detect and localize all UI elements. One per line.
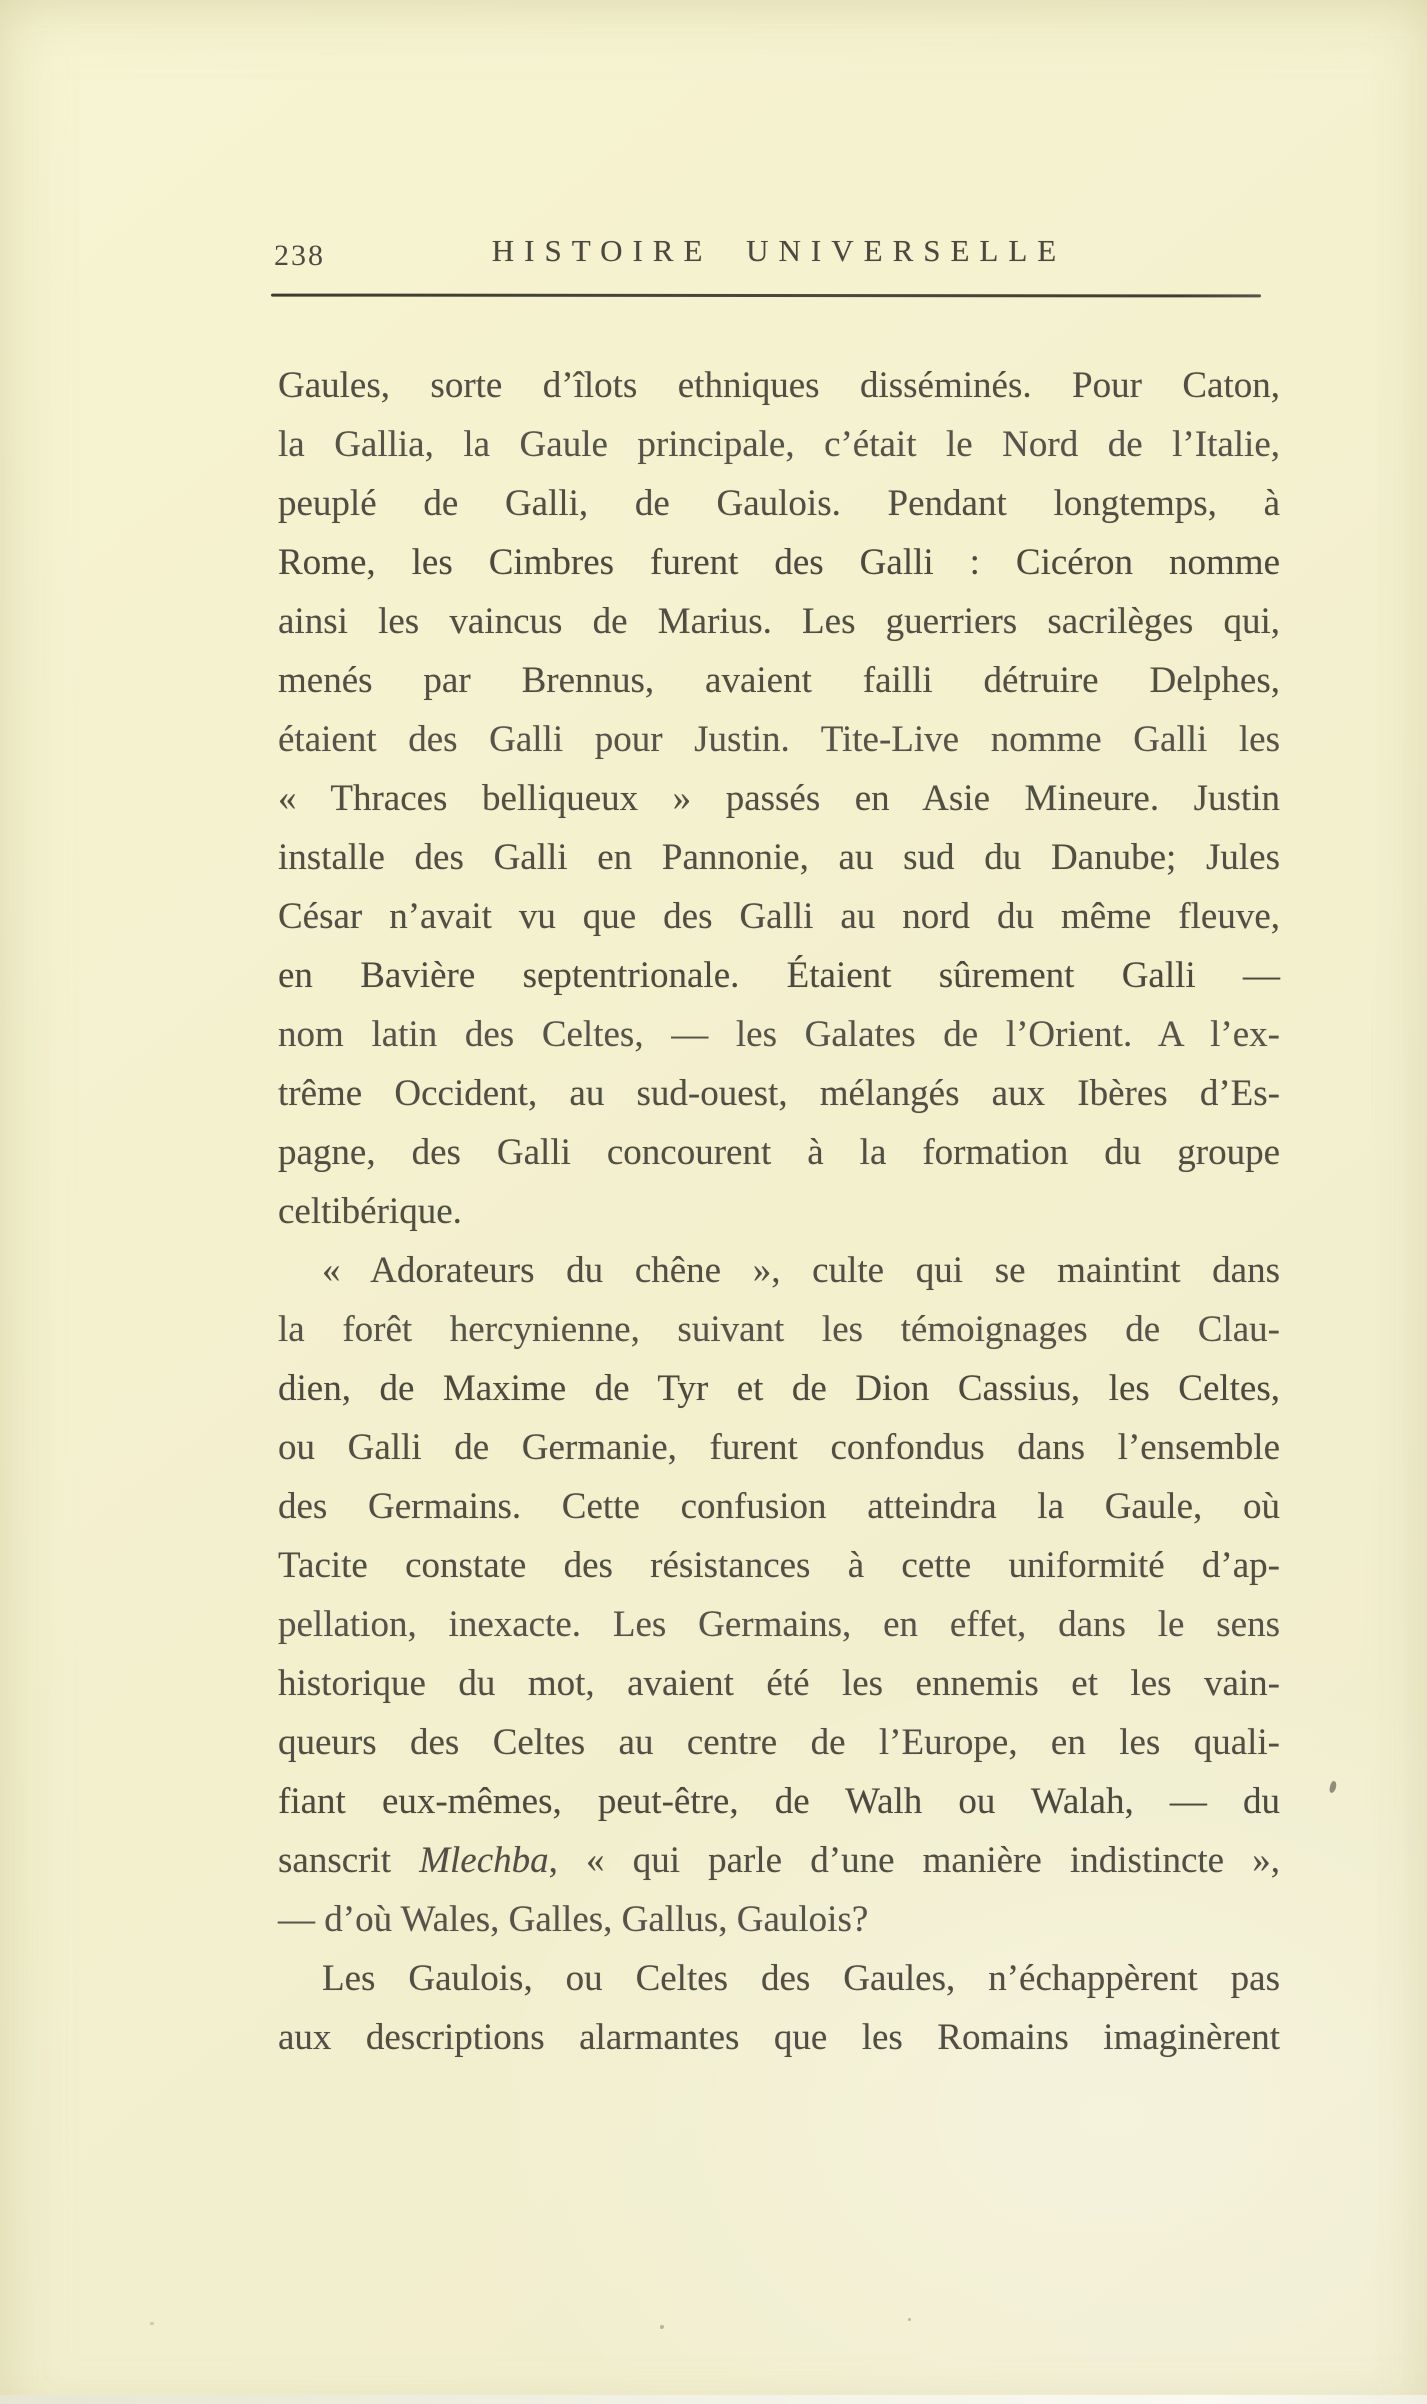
text-line xyxy=(278,769,1280,828)
text-line xyxy=(278,710,1280,769)
text-line xyxy=(278,1005,1280,1064)
body-text xyxy=(278,356,1280,2067)
running-title: HISTOIRE UNIVERSELLE xyxy=(491,233,1067,268)
text-line xyxy=(278,415,1280,474)
line-text: installe des Galli en Pannonie, au sud du Danube; Jules xyxy=(278,837,1280,878)
text-line xyxy=(278,1831,1280,1890)
line-text: Les Gaulois, ou Celtes des Gaules, n’échappèrent pas xyxy=(322,1958,1280,1999)
text-line xyxy=(278,1300,1280,1359)
text-line xyxy=(278,1713,1280,1772)
text-line xyxy=(278,1595,1280,1654)
line-text: — d’où Wales, Galles, Gallus, Gaulois? xyxy=(278,1899,869,1940)
italic-term: Mlechba xyxy=(419,1840,549,1881)
line-text: ou Galli de Germanie, furent confondus dans l’ensemble xyxy=(278,1427,1280,1468)
text-line xyxy=(278,356,1280,415)
page-number: 238 xyxy=(274,239,325,272)
line-text: Tacite constate des résistances à cette uniformité d’ap- xyxy=(278,1545,1280,1586)
line-text: pagne, des Galli concourent à la formation du groupe xyxy=(278,1132,1280,1173)
line-text: trême Occident, au sud-ouest, mélangés aux Ibères d’Es- xyxy=(278,1073,1280,1114)
text-line xyxy=(278,474,1280,533)
text-line xyxy=(278,887,1280,946)
text-line xyxy=(278,1064,1280,1123)
text-line xyxy=(278,1890,1280,1949)
line-text: César n’avait vu que des Galli au nord du même fleuve, xyxy=(278,896,1280,937)
line-text: celtibérique. xyxy=(278,1191,462,1232)
ink-speck xyxy=(1329,1781,1337,1794)
text-line xyxy=(278,828,1280,887)
line-text: pellation, inexacte. Les Germains, en effet, dans le sens xyxy=(278,1604,1280,1645)
text-line xyxy=(278,1536,1280,1595)
page-bottom-scan-edge xyxy=(0,2395,1427,2404)
line-text: étaient des Galli pour Justin. Tite-Live nomme Galli les xyxy=(278,719,1280,760)
ink-speck xyxy=(150,2322,154,2325)
line-text: Gaules, sorte d’îlots ethniques disséminés. Pour Caton, xyxy=(278,365,1280,406)
line-text: historique du mot, avaient été les ennemis et les vain- xyxy=(278,1663,1280,1704)
text-line xyxy=(278,1654,1280,1713)
line-text: ainsi les vaincus de Marius. Les guerriers sacrilèges qui, xyxy=(278,601,1280,642)
line-text: queurs des Celtes au centre de l’Europe, en les quali- xyxy=(278,1722,1280,1763)
text-line xyxy=(278,651,1280,710)
ink-speck xyxy=(908,2318,911,2321)
line-text: la Gallia, la Gaule principale, c’était le Nord de l’Italie, xyxy=(278,424,1280,465)
line-text: dien, de Maxime de Tyr et de Dion Cassius, les Celtes, xyxy=(278,1368,1280,1409)
text-line xyxy=(278,1772,1280,1831)
page-header xyxy=(274,233,1280,273)
line-text: des Germains. Cette confusion atteindra la Gaule, où xyxy=(278,1486,1280,1527)
text-line xyxy=(278,1949,1280,2008)
header-rule xyxy=(271,294,1261,298)
line-text: , « qui parle d’une manière indistincte », xyxy=(548,1840,1280,1881)
text-line xyxy=(278,1182,1280,1241)
line-text: peuplé de Galli, de Gaulois. Pendant longtemps, à xyxy=(278,483,1280,524)
text-line xyxy=(278,1418,1280,1477)
text-line xyxy=(278,1241,1280,1300)
line-text: en Bavière septentrionale. Étaient sûrement Galli — xyxy=(278,955,1280,996)
line-text: fiant eux-mêmes, peut-être, de Walh ou Walah, — du xyxy=(278,1781,1280,1822)
line-text: « Thraces belliqueux » passés en Asie Mineure. Justin xyxy=(278,778,1280,819)
line-text: « Adorateurs du chêne », culte qui se maintint dans xyxy=(322,1250,1280,1291)
line-text: la forêt hercynienne, suivant les témoignages de Clau- xyxy=(278,1309,1280,1350)
line-text: sanscrit xyxy=(278,1840,420,1881)
text-line xyxy=(278,533,1280,592)
text-line xyxy=(278,1359,1280,1418)
line-text: menés par Brennus, avaient failli détruire Delphes, xyxy=(278,660,1280,701)
text-line xyxy=(278,592,1280,651)
line-text: aux descriptions alarmantes que les Romains imaginèrent xyxy=(278,2017,1280,2058)
text-line xyxy=(278,946,1280,1005)
text-line xyxy=(278,1123,1280,1182)
ink-speck xyxy=(660,2325,664,2329)
line-text: Rome, les Cimbres furent des Galli : Cicéron nomme xyxy=(278,542,1280,583)
text-line xyxy=(278,1477,1280,1536)
line-text: nom latin des Celtes, — les Galates de l’Orient. A l’ex- xyxy=(278,1014,1280,1055)
text-line xyxy=(278,2008,1280,2067)
